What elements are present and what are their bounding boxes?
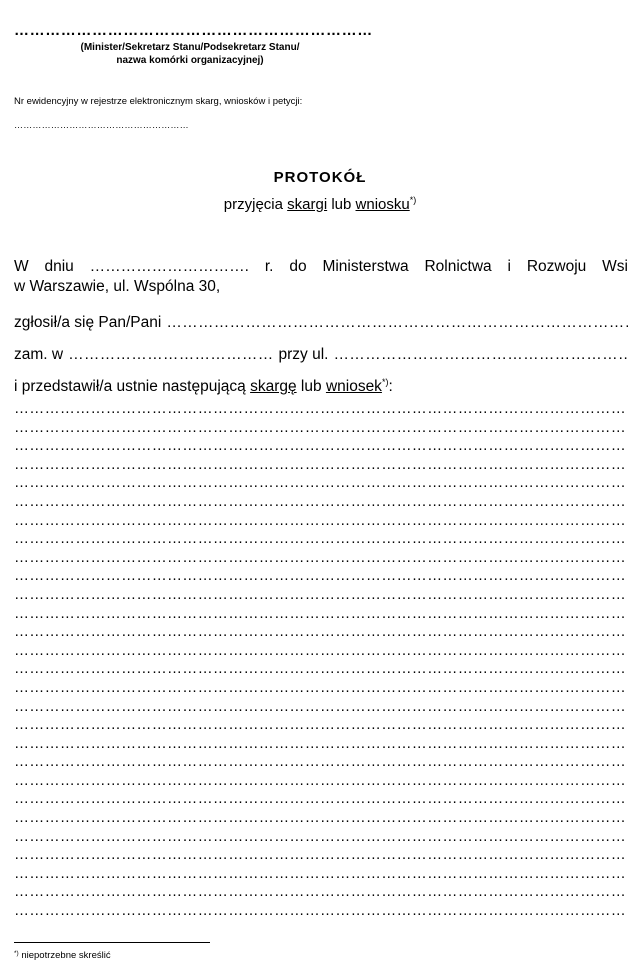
statement-dotted-line [14,809,628,828]
date-ministry-word: …………………………. [89,258,249,275]
statement-dotted-line [14,828,628,847]
statement-dotted-line [14,419,628,438]
document-title: PROTOKÓŁ [273,169,367,186]
applicant-street-field [333,346,628,364]
applicant-street-label: przy ul. [278,346,329,363]
registry-number-field: ………………………………………………… [14,120,189,130]
name-placeholder-dots: …………………………………………………………… [14,22,373,39]
date-ministry-word: dniu [44,258,74,275]
subtitle-option-request: wniosku [355,196,410,213]
registry-number-label: Nr ewidencyjny w rejestrze elektronicznym skarg, wniosków i petycji: [14,96,303,107]
ministry-address-line: w Warszawie, ul. Wspólna 30, [14,278,221,295]
applicant-name-label: zgłosił/a się Pan/Pani [14,314,162,331]
date-ministry-word: do [289,258,307,275]
organization-label-line-2: nazwa komórki organizacyjnej) [116,54,264,66]
statement-intro-line [14,378,628,396]
statement-intro-middle: lub [296,378,326,395]
statement-dotted-line [14,790,628,809]
applicant-name-field [166,314,628,332]
statement-intro-suffix: : [388,378,393,395]
statement-dotted-line [14,735,628,754]
footnote-text: niepotrzebne skreślić [18,950,111,961]
organization-label [60,42,320,67]
statement-intro-prefix: i przedstawił/a ustnie następującą [14,378,251,395]
date-ministry-word: Rozwoju [526,258,587,275]
statement-dotted-line [14,512,628,531]
statement-option-complaint: skargę [250,378,297,395]
statement-dotted-line [14,660,628,679]
statement-dotted-line [14,753,628,772]
applicant-name-line [14,314,628,332]
statement-dotted-line [14,493,628,512]
statement-dotted-line [14,530,628,549]
statement-dotted-line [14,716,628,735]
statement-dotted-line [14,846,628,865]
statement-dotted-line [14,883,628,902]
subtitle-prefix: przyjęcia [223,196,288,213]
statement-dotted-line [14,549,628,568]
subtitle-footnote-mark: *) [409,195,417,205]
statement-dotted-line [14,679,628,698]
statement-dotted-line [14,642,628,661]
statement-dotted-line [14,400,628,419]
subtitle-option-complaint: skargi [287,196,328,213]
footnote-divider [14,942,210,943]
statement-dotted-line [14,623,628,642]
statement-dotted-line [14,474,628,493]
date-ministry-word: W [14,258,29,275]
applicant-address-line [14,346,628,364]
statement-footnote-mark: *) [381,377,389,387]
statement-dotted-line [14,437,628,456]
statement-dotted-line [14,772,628,791]
footnote [14,950,111,961]
statement-option-request: wniosek [325,378,382,395]
applicant-city-field: ………………………………… [68,346,274,363]
statement-dotted-line [14,865,628,884]
statement-dotted-line [14,567,628,586]
organization-label-line-1: (Minister/Sekretarz Stanu/Podsekretarz Stanu/ [80,42,300,53]
date-ministry-word: Rolnictwa [424,258,492,275]
statement-dotted-line [14,456,628,475]
applicant-city-label: zam. w [14,346,64,363]
statement-dotted-line [14,605,628,624]
statement-dotted-line [14,902,628,921]
document-subtitle [0,196,640,213]
footnote-mark: *) [14,950,19,957]
subtitle-middle: lub [327,196,356,213]
date-ministry-line [14,258,628,276]
date-ministry-word: r. [264,258,274,275]
statement-content-area [14,400,628,921]
date-ministry-word: i [507,258,511,275]
date-ministry-word: Wsi [602,258,628,275]
statement-dotted-line [14,586,628,605]
statement-dotted-line [14,698,628,717]
date-ministry-word: Ministerstwa [322,258,409,275]
